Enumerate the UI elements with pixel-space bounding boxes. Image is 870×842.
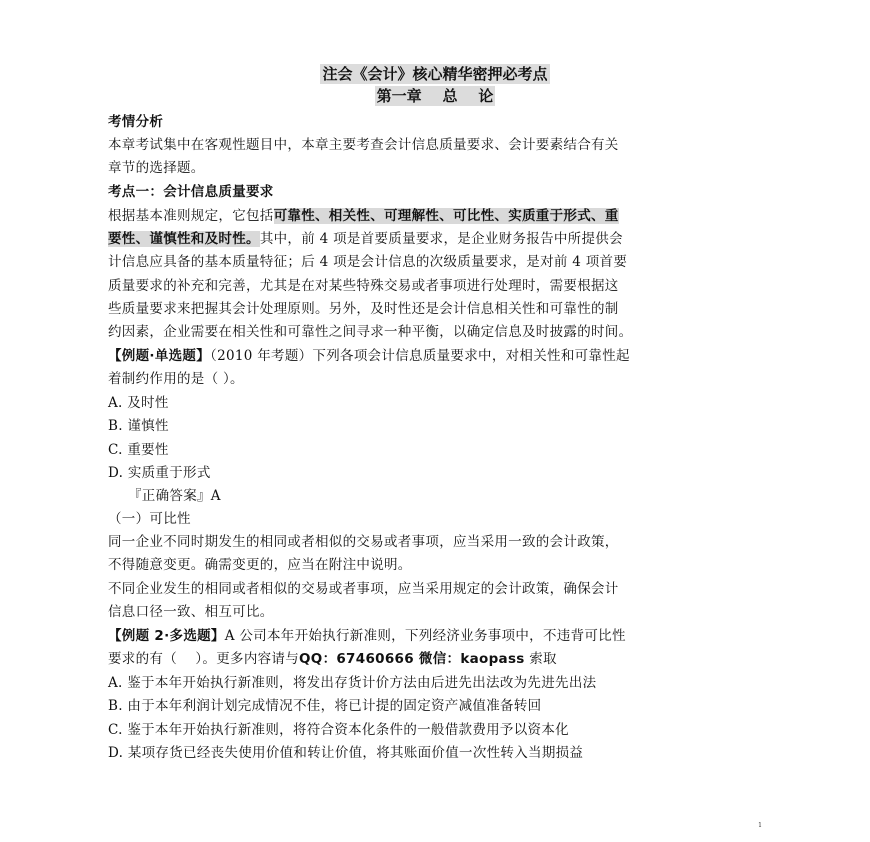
- section-heading-exam-analysis: 考情分析: [108, 114, 164, 130]
- paragraph-line: 信息口径一致、相互可比。: [108, 604, 274, 620]
- paragraph-line: 约因素，企业需要在相关性和可靠性之间寻求一种平衡，以确定信息及时披露的时间。: [108, 324, 633, 340]
- section-heading-point-one: 考点一：会计信息质量要求: [108, 184, 274, 200]
- document-title: 注会《会计》核心精华密押必考点: [322, 65, 548, 83]
- option-d: D. 实质重于形式: [108, 465, 211, 481]
- highlighted-text: 要性、谨慎性和及时性。: [108, 231, 260, 247]
- correct-answer: 『正确答案』A: [128, 488, 221, 504]
- option-b: B. 由于本年利润计划完成情况不佳，将已计提的固定资产减值准备转回: [108, 698, 542, 714]
- highlighted-text: 可靠性、相关性、可理解性、可比性、实质重于形式、重: [273, 208, 619, 224]
- paragraph-line: 计信息应具备的基本质量特征；后 4 项是会计信息的次级质量要求，是对前 4 项首要: [108, 254, 628, 270]
- option-b: B. 谨慎性: [108, 418, 169, 434]
- paragraph-line: 不得随意变更。确需变更的，应当在附注中说明。: [108, 557, 412, 573]
- paragraph-line: 不同企业发生的相同或者相似的交易或者事项，应当采用规定的会计政策，确保会计: [108, 581, 619, 597]
- option-c: C. 鉴于本年开始执行新准则，将符合资本化条件的一般借款费用予以资本化: [108, 722, 569, 738]
- paragraph-line: 些质量要求来把握其会计处理原则。另外，及时性还是会计信息相关性和可靠性的制: [108, 301, 619, 317]
- option-d: D. 某项存货已经丧失使用价值和转让价值，将其账面价值一次性转入当期损益: [108, 745, 584, 761]
- option-a: A. 鉴于本年开始执行新准则，将发出存货计价方法由后进先出法改为先进先出法: [108, 675, 597, 691]
- subsection-heading: （一）可比性: [108, 511, 191, 527]
- paragraph-line: 要求的有（ ）。更多内容请与QQ：67460666 微信：kaopass 索取: [108, 651, 557, 667]
- option-c: C. 重要性: [108, 442, 169, 458]
- paragraph-line: 质量要求的补充和完善，尤其是在对某些特殊交易或者事项进行处理时，需要根据这: [108, 278, 619, 294]
- example-question: 【例题·单选题】（2010 年考题）下列各项会计信息质量要求中，对相关性和可靠性起: [108, 348, 630, 364]
- chapter-title: 第一章 总 论: [376, 87, 494, 105]
- paragraph-line: 章节的选择题。: [108, 160, 205, 176]
- example-tag: 【例题·单选题】: [108, 348, 211, 364]
- paragraph-line: 本章考试集中在客观性题目中，本章主要考查会计信息质量要求、会计要素结合有关: [108, 137, 619, 153]
- paragraph-line: 根据基本准则规定，它包括可靠性、相关性、可理解性、可比性、实质重于形式、重: [108, 208, 619, 224]
- example-tag: 【例题 2·多选题】: [108, 628, 225, 644]
- option-a: A. 及时性: [108, 395, 169, 411]
- contact-info: QQ：67460666 微信：kaopass: [299, 651, 525, 667]
- paragraph-line: 着制约作用的是（ ）。: [108, 371, 244, 387]
- paragraph-line: 要性、谨慎性和及时性。其中，前 4 项是首要质量要求，是企业财务报告中所提供会: [108, 231, 623, 247]
- example-question: 【例题 2·多选题】A 公司本年开始执行新准则，下列经济业务事项中，不违背可比性: [108, 628, 626, 644]
- page-number: 1: [758, 822, 762, 829]
- paragraph-line: 同一企业不同时期发生的相同或者相似的交易或者事项，应当采用一致的会计政策，: [108, 534, 619, 550]
